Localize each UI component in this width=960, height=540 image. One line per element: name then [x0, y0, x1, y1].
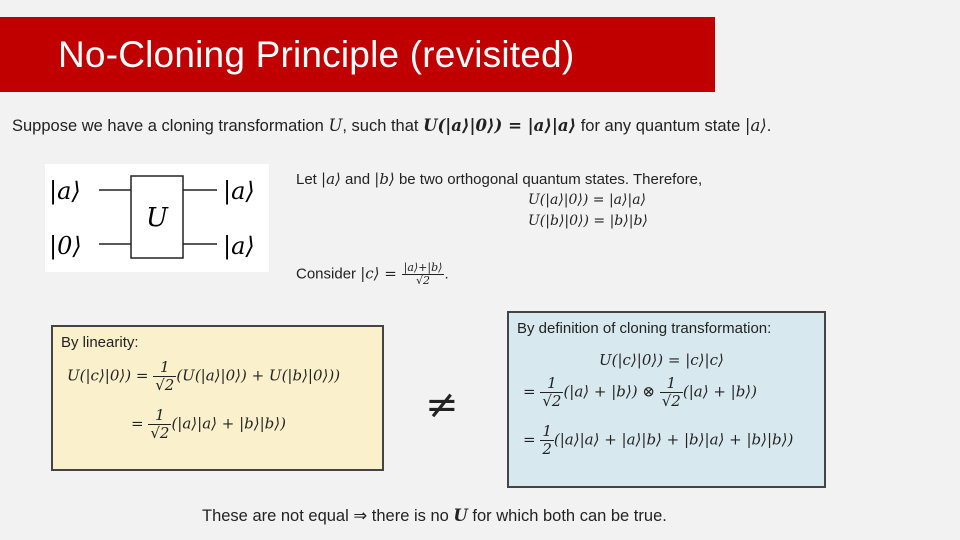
- linearity-line-2: [131, 407, 286, 442]
- implies-arrow: ⇒: [353, 507, 368, 525]
- consider-lhs: |c⟩ =: [360, 264, 402, 283]
- intro-state: |a⟩: [744, 116, 767, 135]
- equation-b: U(|b⟩|0⟩) = |b⟩|b⟩: [528, 213, 648, 229]
- linearity-l2-num: 1: [148, 407, 171, 425]
- consider-statement: [296, 262, 449, 287]
- let-statement: [296, 170, 702, 188]
- intro-text: [12, 116, 771, 136]
- conclusion-suffix: for which both can be true.: [467, 507, 667, 525]
- linearity-l1-den: √2: [155, 376, 175, 394]
- circuit-diagram: [45, 164, 269, 272]
- slide-title: No-Cloning Principle (revisited): [58, 34, 575, 75]
- intro-u: U: [328, 116, 343, 135]
- circuit-svg: [45, 164, 269, 272]
- definition-d2-lhs: =: [523, 382, 541, 401]
- output-top-label: |a⟩: [223, 177, 255, 205]
- definition-d3-lhs: =: [523, 430, 541, 449]
- definition-d2-num: 1: [540, 375, 563, 393]
- gate-label: U: [146, 203, 168, 233]
- equation-a: U(|a⟩|0⟩) = |a⟩|a⟩: [528, 192, 647, 208]
- definition-d2-den-2: √2: [661, 392, 681, 410]
- definition-d2-fraction: [540, 375, 563, 410]
- intro-suffix: for any quantum state: [576, 117, 745, 135]
- definition-line-2: [523, 375, 757, 410]
- definition-box: [507, 311, 826, 488]
- linearity-l2-rhs: (|a⟩|a⟩ + |b⟩|b⟩): [171, 414, 286, 433]
- input-bottom-label: |0⟩: [49, 232, 82, 260]
- linearity-l2-lhs: =: [131, 414, 149, 433]
- conclusion-prefix: These are not equal: [202, 507, 354, 525]
- linearity-l2-fraction: [148, 407, 171, 442]
- conclusion-mid: there is no: [367, 507, 454, 525]
- linearity-l1-lhs: U(|c⟩|0⟩) =: [67, 366, 154, 385]
- linearity-l1-rhs: (U(|a⟩|0⟩) + U(|b⟩|0⟩)): [176, 366, 341, 385]
- definition-title: By definition of cloning transformation:: [517, 320, 772, 337]
- consider-prefix: Consider: [296, 265, 361, 283]
- definition-d2-rhs: (|a⟩ + |b⟩): [682, 382, 758, 401]
- definition-d2-mid: (|a⟩ + |b⟩) ⊗: [563, 382, 660, 401]
- consider-fraction: [402, 262, 445, 287]
- let-prefix: Let: [296, 171, 322, 188]
- definition-line-1: U(|c⟩|0⟩) = |c⟩|c⟩: [599, 351, 724, 369]
- linearity-l1-fraction: [153, 359, 176, 394]
- consider-denominator: √2: [416, 274, 431, 287]
- input-top-label: |a⟩: [49, 177, 81, 205]
- intro-equation: U(|a⟩|0⟩) = |a⟩|a⟩: [423, 116, 577, 135]
- let-suffix: be two orthogonal quantum states. Therefore,: [394, 171, 703, 188]
- not-equal-symbol: ≠: [425, 382, 459, 428]
- definition-d2-fraction-2: [660, 375, 683, 410]
- definition-d3-fraction: [540, 423, 554, 458]
- let-state-a: |a⟩: [321, 170, 341, 188]
- intro-end: .: [766, 117, 772, 135]
- intro-mid: , such that: [342, 117, 424, 135]
- conclusion-text: [202, 506, 667, 526]
- linearity-box: [51, 325, 384, 471]
- let-state-b: |b⟩: [374, 170, 395, 188]
- linearity-title: By linearity:: [61, 334, 139, 351]
- definition-d3-den: 2: [542, 440, 552, 458]
- let-and: and: [340, 171, 375, 188]
- definition-d2-num-2: 1: [660, 375, 683, 393]
- definition-line-3: [523, 423, 793, 458]
- output-bottom-label: |a⟩: [223, 232, 255, 260]
- intro-prefix: Suppose we have a cloning transformation: [12, 117, 329, 135]
- definition-d3-num: 1: [542, 422, 552, 440]
- conclusion-u: U: [453, 506, 468, 525]
- consider-numerator: |a⟩+|b⟩: [403, 261, 443, 274]
- linearity-line-1: [67, 359, 340, 394]
- definition-d2-den: √2: [542, 392, 562, 410]
- linearity-l2-den: √2: [150, 424, 170, 442]
- linearity-l1-num: 1: [153, 359, 176, 377]
- definition-d3-rhs: (|a⟩|a⟩ + |a⟩|b⟩ + |b⟩|a⟩ + |b⟩|b⟩): [553, 430, 794, 449]
- consider-end: .: [444, 265, 449, 283]
